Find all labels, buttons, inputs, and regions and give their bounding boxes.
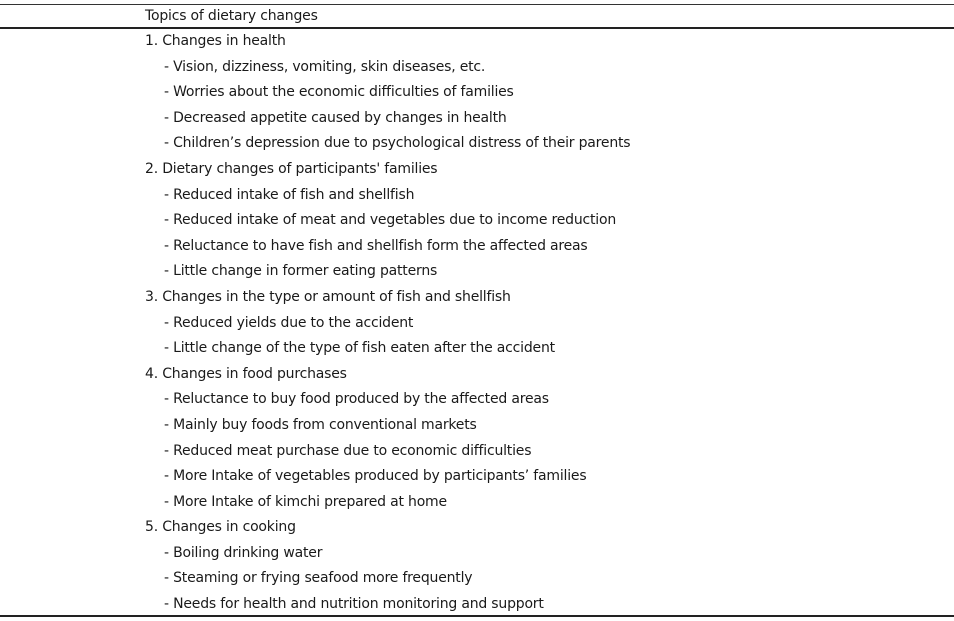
item-row: - Reduced yields due to the accident	[164, 314, 414, 331]
topic-row: 1. Changes in health	[145, 33, 286, 49]
item-row: - Reluctance to buy food produced by the affected areas	[164, 391, 549, 408]
item-row: - Little change of the type of fish eaten after the accident	[164, 340, 555, 357]
item-row: - Decreased appetite caused by changes in health	[164, 109, 507, 126]
topic-row: 2. Dietary changes of participants' families	[145, 160, 438, 177]
item-row: - Needs for health and nutrition monitoring and support	[164, 596, 544, 613]
table-top-rule	[0, 4, 954, 5]
item-row: - Mainly buy foods from conventional markets	[164, 416, 477, 433]
item-row: - More Intake of kimchi prepared at home	[164, 493, 447, 510]
item-row: - Reluctance to have fish and shellfish form the affected areas	[164, 237, 588, 254]
topic-row: 3. Changes in the type or amount of fish and shellfish	[145, 288, 511, 305]
item-row: - Little change in former eating patterns	[164, 263, 438, 280]
item-row: - Vision, dizziness, vomiting, skin diseases, etc.	[164, 58, 486, 75]
item-row: - Reduced intake of meat and vegetables due to income reduction	[164, 212, 617, 229]
item-row: - Steaming or frying seafood more frequently	[164, 570, 473, 587]
topic-row: 5. Changes in cooking	[145, 519, 296, 536]
item-row: - More Intake of vegetables produced by participants’ families	[164, 468, 587, 485]
table-bottom-rule	[0, 615, 954, 617]
table-header: Topics of dietary changes	[145, 8, 318, 24]
topic-row: 4. Changes in food purchases	[145, 365, 347, 382]
table-body	[0, 29, 954, 618]
item-row: - Worries about the economic difficulties of families	[164, 84, 514, 101]
item-row: - Boiling drinking water	[164, 544, 323, 561]
item-row: - Children’s depression due to psychological distress of their parents	[164, 135, 631, 152]
item-row: - Reduced intake of fish and shellfish	[164, 186, 415, 203]
item-row: - Reduced meat purchase due to economic difficulties	[164, 442, 532, 459]
